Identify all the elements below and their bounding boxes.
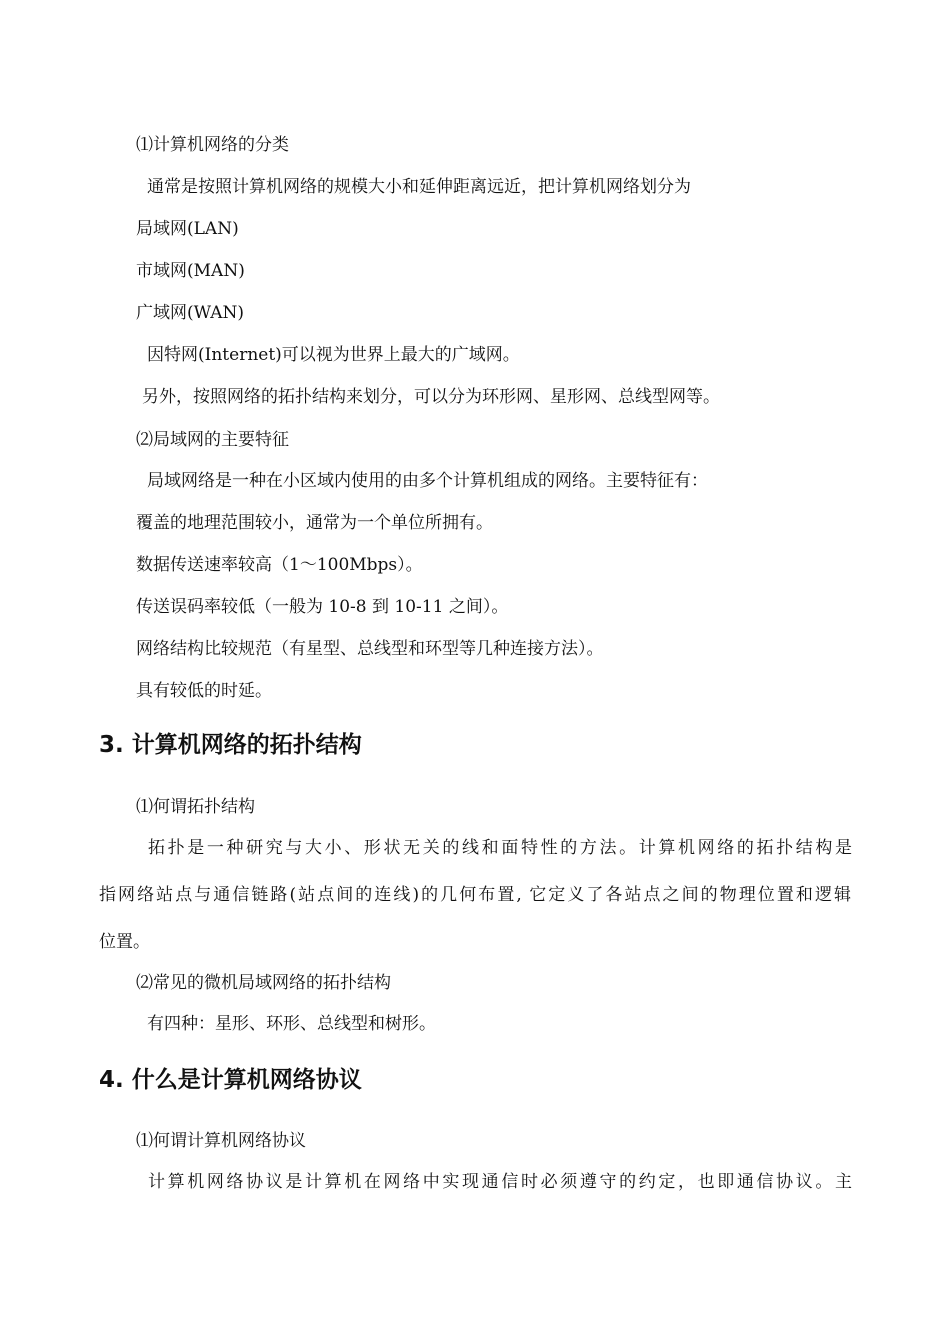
paragraph-classification-intro: 通常是按照计算机网络的规模大小和延伸距离远近，把计算机网络划分为 [147, 177, 691, 197]
paragraph-line: 计算机网络协议是计算机在网络中实现通信时必须遵守的约定，也即通信协议。主 [148, 1172, 852, 1192]
subsection-title-classification: ⑴计算机网络的分类 [136, 135, 289, 155]
list-item: 覆盖的地理范围较小，通常为一个单位所拥有。 [136, 513, 493, 533]
list-item: 网络结构比较规范（有星型、总线型和环型等几种连接方法）。 [136, 639, 604, 659]
paragraph-four-topologies: 有四种：星形、环形、总线型和树形。 [147, 1014, 436, 1034]
section-heading-protocol: 4. 什么是计算机网络协议 [99, 1067, 362, 1093]
paragraph-topology-note: 另外，按照网络的拓扑结构来划分，可以分为环形网、星形网、总线型网等。 [142, 387, 720, 407]
subsection-title-lan-features: ⑵局域网的主要特征 [136, 430, 289, 450]
subsection-title-what-is-topology: ⑴何谓拓扑结构 [136, 797, 255, 817]
paragraph-internet-note: 因特网(Internet)可以视为世界上最大的广域网。 [147, 345, 520, 365]
list-item: 具有较低的时延。 [136, 681, 272, 701]
paragraph-line: 指网络站点与通信链路(站点间的连线)的几何布置, 它定义了各站点之间的物理位置和逻辑 [99, 885, 851, 905]
paragraph-line: 位置。 [99, 932, 150, 952]
list-item-wan: 广域网(WAN) [136, 303, 245, 323]
section-heading-topology: 3. 计算机网络的拓扑结构 [99, 732, 362, 758]
list-item: 数据传送速率较高（1～100Mbps）。 [136, 555, 423, 575]
subsection-title-common-topologies: ⑵常见的微机局域网络的拓扑结构 [136, 973, 391, 993]
list-item-lan: 局域网(LAN) [136, 219, 239, 239]
list-item-man: 市域网(MAN) [136, 261, 245, 281]
subsection-title-what-is-protocol: ⑴何谓计算机网络协议 [136, 1131, 306, 1151]
paragraph-lan-features-intro: 局域网络是一种在小区域内使用的由多个计算机组成的网络。主要特征有： [147, 471, 708, 491]
paragraph-line: 拓扑是一种研究与大小、形状无关的线和面特性的方法。计算机网络的拓扑结构是 [148, 838, 852, 858]
list-item: 传送误码率较低（一般为 10-8 到 10-11 之间）。 [136, 597, 509, 617]
